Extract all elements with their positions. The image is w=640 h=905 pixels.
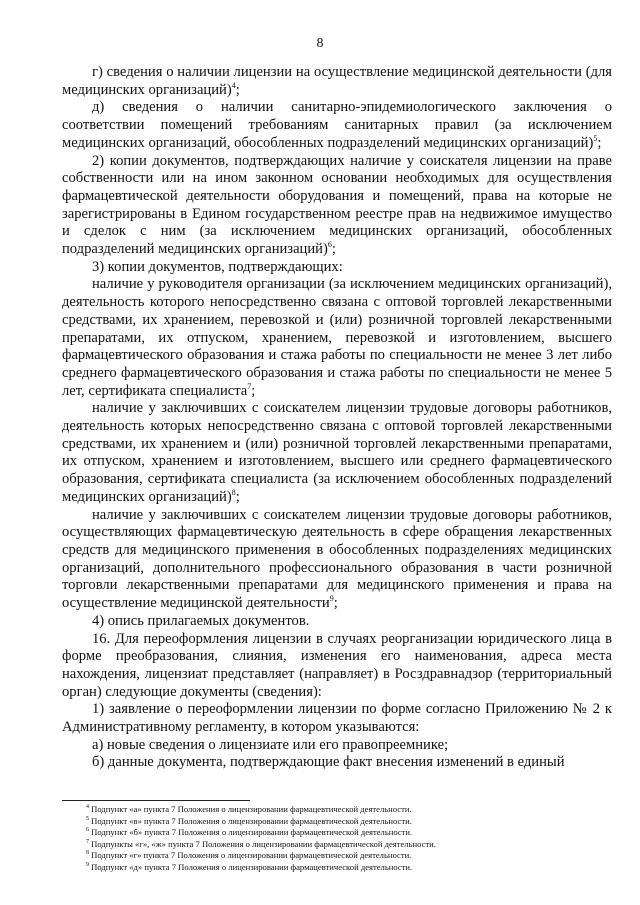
- paragraph-tail: ;: [597, 134, 602, 151]
- footnote-divider: [62, 800, 250, 801]
- paragraph: [62, 613, 612, 631]
- footnote-ref: 4: [231, 80, 236, 90]
- paragraph-tail: ;: [251, 382, 256, 399]
- footnote-text: Подпункт «а» пункта 7 Положения о лицензировании фармацевтической деятельности.: [91, 804, 412, 814]
- paragraph: [62, 754, 612, 772]
- paragraph-text: а) новые сведения о лицензиате или его правопреемнике;: [92, 736, 449, 753]
- footnote-number: 5: [86, 815, 89, 822]
- footnote-ref: 5: [593, 133, 598, 143]
- paragraph: [62, 737, 612, 755]
- paragraph-tail: ;: [333, 595, 338, 612]
- paragraph-text: г) сведения о наличии лицензии на осуществление медицинской деятельности (для медицинских организаций): [62, 64, 612, 98]
- paragraph-text: наличие у заключивших с соискателем лицензии трудовые договоры работников, деятельность которых непосредственно связана с оптовой торговлей лекарственными средствами, их хранением и (или) розничной торговлей лекарственными препаратами, их отпуском, хранением и изготовлением, высшего или среднего фармацевтического образования, сертификата специалиста (за исключением обособленных подразделений медицинских организаций): [62, 400, 612, 505]
- paragraph: [62, 259, 612, 277]
- paragraph-tail: ;: [235, 488, 240, 505]
- footnote-text: Подпункт «д» пункта 7 Положения о лицензировании фармацевтической деятельности.: [91, 861, 413, 872]
- footnote-text: Подпункт «г» пункта 7 Положения о лицензировании фармацевтической деятельности.: [91, 850, 412, 860]
- paragraph-text: 4) опись прилагаемых документов.: [92, 612, 310, 629]
- footnote: [62, 839, 612, 851]
- footnote-ref: 6: [327, 240, 332, 250]
- paragraph: [62, 701, 612, 736]
- footnote-text: Подпункты «г», «ж» пункта 7 Положения о лицензировании фармацевтической деятельности.: [91, 838, 436, 849]
- footnote-ref: 9: [329, 594, 334, 604]
- footnote-number: 6: [86, 827, 89, 834]
- footnote: [62, 804, 612, 816]
- paragraph: [62, 99, 612, 152]
- footnote-text: Подпункт «в» пункта 7 Положения о лицензировании фармацевтической деятельности.: [91, 815, 412, 826]
- paragraph-text: б) данные документа, подтверждающие факт внесения изменений в единый: [92, 754, 565, 771]
- paragraph: [62, 64, 612, 99]
- footnote-number: 8: [86, 850, 89, 857]
- footnote-number: 9: [86, 861, 89, 868]
- paragraph: [62, 153, 612, 259]
- footnote: [62, 816, 612, 828]
- paragraph-tail: ;: [331, 241, 336, 258]
- paragraph-text: 2) копии документов, подтверждающих наличие у соискателя лицензии на праве собственности или на ином законном основании необходимых для осуществления фармацевтической деятельности оборудования и помещений, права на которые не зарегистрированы в Едином государственном реестре прав на недвижимое имущество и сделок с ним (за исключением медицинских организаций, обособленных подразделений медицинских организаций): [62, 152, 612, 258]
- paragraph: [62, 507, 612, 613]
- document-body: [62, 64, 612, 772]
- paragraph-text: 1) заявление о переоформлении лицензии по форме согласно Приложению № 2 к Административному регламенту, в котором указываются:: [62, 701, 612, 736]
- paragraph: [62, 400, 612, 506]
- footnote-number: 7: [86, 838, 89, 845]
- paragraph: [62, 631, 612, 702]
- footnote: [62, 827, 612, 839]
- paragraph-text: 3) копии документов, подтверждающих:: [92, 258, 343, 275]
- footnote-ref: 8: [231, 488, 236, 498]
- paragraph-text: наличие у руководителя организации (за исключением медицинских организаций), деятельность которого непосредственно связана с оптовой торговлей лекарственными средствами, их хранением, перевозкой и (или) розничной торговлей лекарственными препаратами, их отпуском, хранением, перевозкой и изготовлением, высшего фармацевтического образования и стажа работы по специальности не менее 3 лет либо среднего фармацевтического образования и стажа работы по специальности не менее 5 лет, сертификата специалиста: [62, 276, 612, 399]
- footnote: [62, 850, 612, 862]
- footnote-number: 4: [86, 804, 89, 811]
- paragraph-text: 16. Для переоформления лицензии в случаях реорганизации юридического лица в форме преобразования, слияния, изменения его наименования, адреса места нахождения, лицензиат представляет (направляет) в Росздравнадзор (территориальный орган) следующие документы (сведения):: [62, 630, 612, 700]
- footnote: [62, 862, 612, 874]
- paragraph-text: д) сведения о наличии санитарно-эпидемиологического заключения о соответствии помещений требованиям санитарных правил (за исключением медицинских организаций, обособленных подразделений медицинских организаций): [62, 99, 612, 151]
- footnotes: [62, 804, 612, 873]
- footnote-ref: 7: [247, 381, 252, 391]
- paragraph-text: наличие у заключивших с соискателем лицензии трудовые договоры работников, осуществляющих фармацевтическую деятельность в сфере обращения лекарственных средств для медицинского применения в обособленных подразделениях медицинских организаций, дополнительного профессионального образования в части розничной торговли лекарственными препаратами для медицинского применения и права на осуществление медицинской деятельности: [62, 506, 612, 612]
- paragraph: [62, 276, 612, 400]
- paragraph-tail: ;: [235, 81, 240, 98]
- page-number: 8: [316, 36, 324, 51]
- footnote-text: Подпункт «б» пункта 7 Положения о лицензировании фармацевтической деятельности.: [91, 827, 413, 837]
